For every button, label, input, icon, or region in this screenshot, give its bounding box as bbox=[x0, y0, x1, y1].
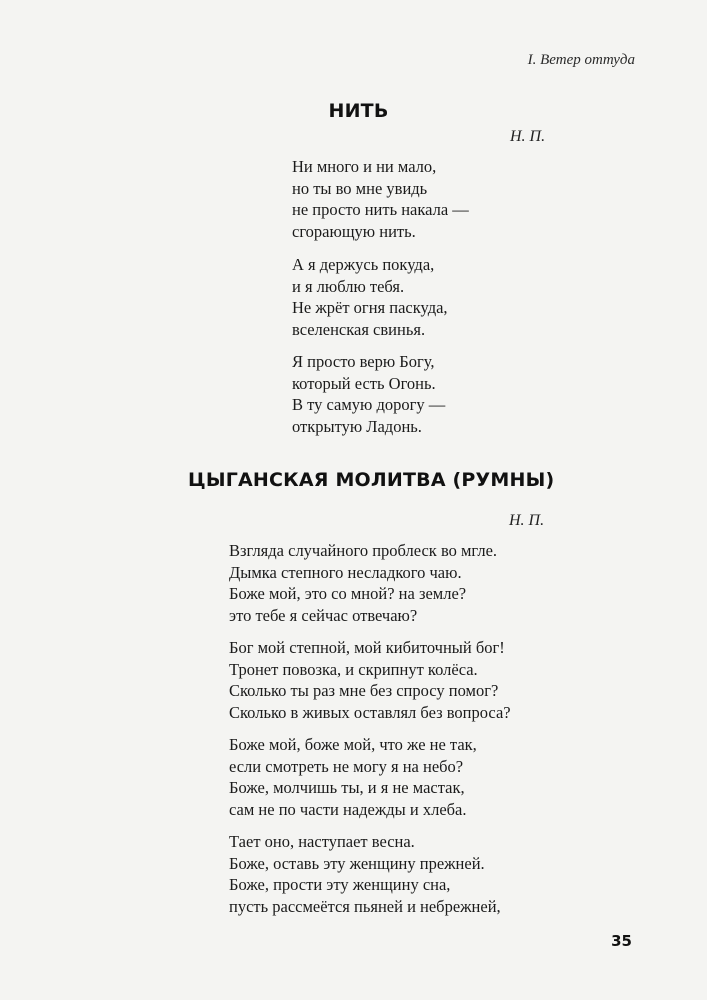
verse-line: Боже мой, это со мной? на земле? bbox=[229, 584, 467, 603]
stanza bbox=[229, 831, 501, 917]
verse-line: это тебе я сейчас отвечаю? bbox=[229, 605, 418, 625]
verse-line: Взгляда случайного проблеск во мгле. bbox=[229, 541, 498, 560]
verse-line: Боже мой, боже мой, что же не так, bbox=[229, 735, 477, 754]
verse-line: Боже, прости эту женщину сна, bbox=[229, 875, 451, 894]
verse-line: Боже, молчишь ты, и я не мастак, bbox=[229, 778, 465, 797]
poem-title: НИТЬ bbox=[328, 100, 389, 122]
stanza bbox=[229, 637, 511, 723]
stanza bbox=[292, 156, 469, 242]
poem-author: Н. П. bbox=[510, 128, 546, 145]
stanza bbox=[229, 734, 477, 820]
stanza bbox=[292, 254, 448, 340]
verse-line: но ты во мне увидь bbox=[292, 178, 428, 198]
verse-line: Сколько ты раз мне без спросу помог? bbox=[229, 681, 499, 700]
verse-line: сгорающую нить. bbox=[292, 221, 416, 241]
verse-line: Я просто верю Богу, bbox=[292, 352, 435, 371]
verse-line: который есть Огонь. bbox=[292, 373, 436, 393]
verse-line: Ни много и ни мало, bbox=[292, 157, 437, 176]
verse-line: и я люблю тебя. bbox=[292, 276, 405, 296]
running-head: I. Ветер оттуда bbox=[527, 52, 635, 68]
verse-line: Боже, оставь эту женщину прежней. bbox=[229, 853, 485, 873]
page-number: 35 bbox=[611, 932, 632, 950]
verse-line: пусть рассмеётся пьяней и небрежней, bbox=[229, 896, 501, 916]
verse-line: вселенская свинья. bbox=[292, 319, 426, 339]
stanza bbox=[292, 351, 445, 437]
poem-author: Н. П. bbox=[509, 512, 545, 529]
poem-title: ЦЫГАНСКАЯ МОЛИТВА (РУМНЫ) bbox=[188, 469, 555, 491]
verse-line: Не жрёт огня паскуда, bbox=[292, 298, 448, 317]
verse-line: Тронет повозка, и скрипнут колёса. bbox=[229, 659, 478, 679]
stanza bbox=[229, 540, 497, 626]
verse-line: Дымка степного несладкого чаю. bbox=[229, 562, 462, 582]
verse-line: Тает оно, наступает весна. bbox=[229, 832, 415, 851]
verse-line: если смотреть не могу я на небо? bbox=[229, 756, 464, 776]
verse-line: Сколько в живых оставлял без вопроса? bbox=[229, 702, 511, 722]
verse-line: сам не по части надежды и хлеба. bbox=[229, 799, 467, 819]
verse-line: А я держусь покуда, bbox=[292, 255, 435, 274]
verse-line: не просто нить накала — bbox=[292, 200, 469, 219]
verse-line: открытую Ладонь. bbox=[292, 416, 422, 436]
verse-line: В ту самую дорогу — bbox=[292, 395, 446, 414]
verse-line: Бог мой степной, мой кибиточный бог! bbox=[229, 638, 505, 657]
